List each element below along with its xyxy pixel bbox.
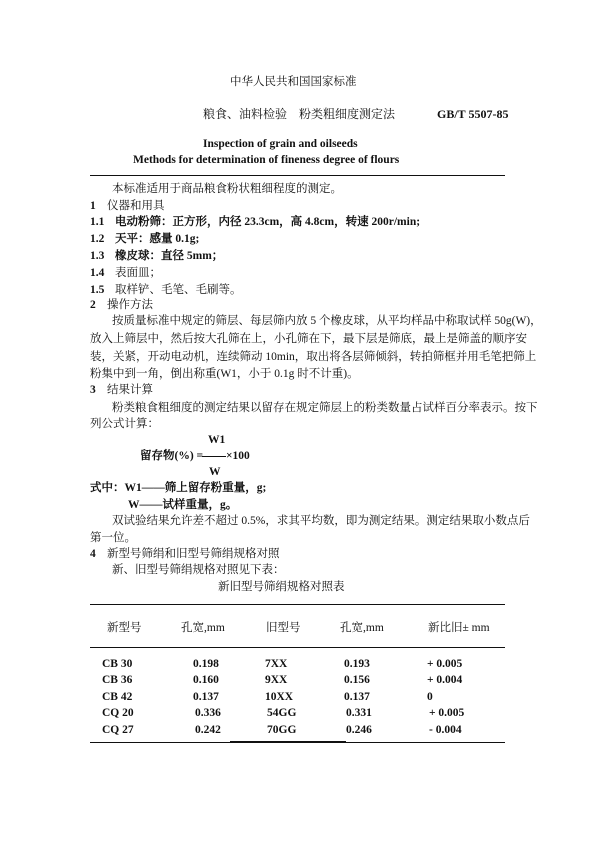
header-cell: 孔宽,mm [181,622,225,634]
table-cell: CQ 27 [102,724,134,736]
table-cell: 54GG [267,707,297,719]
item-number: 1.4 [90,267,105,279]
section-3-note: 双试验结果允许差不超过 0.5%，求其平均数，即为测定结果。测定结果取小数点后 [112,515,530,527]
formula-numerator: W1 [208,434,226,446]
formula-factor: ×100 [226,450,250,462]
item-text: 电动粉筛：正方形，内径 23.3cm，高 4.8cm，转速 200r/min; [115,216,421,228]
section-2-line: 按质量标准中规定的筛层、每层筛内放 5 个橡皮球，从平均样品中称取试样 50g(W)， [112,315,542,327]
section-2-line: 粉集中到一角，倒出称重(W1，小于 0.1g 时不计重)。 [90,368,359,380]
section-3-title: 结果计算 [107,384,153,396]
table-cell: CB 30 [102,658,133,670]
table-bottom-rule [90,742,505,743]
table-cell: 0.331 [346,707,372,719]
where-w1: 式中：W1——筛上留存粉重量，g; [90,482,267,494]
header-cell: 新型号 [107,622,142,634]
title-cn: 粮食、油料检验 粉类粗细度测定法 [203,107,396,121]
header-rule [90,175,505,176]
table-cell: 0 [427,691,433,703]
table-cell: + 0.005 [427,658,463,670]
fraction-bar [202,456,226,457]
section-3-note: 第一位。 [90,532,136,544]
section-2-line: 放入上筛层中，然后按大孔筛在上，小孔筛在下，最下层是筛底，最上是筛盖的顺序安 [90,333,527,345]
item-text: 橡皮球：直径 5mm； [115,250,224,262]
table-cell: 70GG [267,724,297,736]
section-2-line: 装，关紧，开动电动机，连续筛动 10min，取出将各层筛倾斜，转拍筛框并用毛笔把筛上 [90,351,537,363]
formula-denominator: W [209,466,221,478]
table-cell: 7XX [265,658,288,670]
section-1-title: 仪器和用具 [107,200,165,212]
where-w: W——试样重量，g。 [128,499,238,511]
table-cell: 0.198 [193,658,219,670]
section-4-number: 4 [90,548,96,560]
item-text: 取样铲、毛笔、毛刷等。 [115,284,242,296]
section-4-intro: 新、旧型号筛绢规格对照见下表： [112,564,285,576]
table-cell: 0.160 [193,674,219,686]
section-3-number: 3 [90,384,96,396]
header-cell: 新比旧± mm [428,622,490,634]
end-rule [230,741,346,742]
section-4-title: 新型号筛绢和旧型号筛绢规格对照 [107,548,280,560]
item-text: 表面皿； [115,267,161,279]
table-cell: + 0.005 [429,707,465,719]
title-en-1: Inspection of grain and oilseeds [203,138,358,150]
item-number: 1.3 [90,250,105,262]
section-3-line: 粉类粮食粗细度的测定结果以留存在规定筛层上的粉类数量占试样百分率表示。按下 [112,402,538,414]
section-2-title: 操作方法 [107,299,153,311]
table-top-rule [90,604,505,605]
item-number: 1.2 [90,233,105,245]
table-cell: 0.336 [195,707,221,719]
section-2-number: 2 [90,299,96,311]
table-cell: 0.246 [346,724,372,736]
table-cell: 10XX [265,691,294,703]
item-number: 1.5 [90,284,105,296]
table-cell: 0.137 [344,691,370,703]
issuer: 中华人民共和国国家标准 [230,76,357,88]
section-1-number: 1 [90,200,96,212]
table-cell: 0.137 [193,691,219,703]
table-cell: 0.156 [344,674,370,686]
table-cell: CQ 20 [102,707,134,719]
scope-text: 本标准适用于商品粮食粉状粗细程度的测定。 [112,183,342,195]
table-cell: 0.193 [344,658,370,670]
table-cell: 9XX [265,674,288,686]
table-cell: + 0.004 [427,674,463,686]
title-en-2: Methods for determination of fineness degree of flours [133,154,400,166]
table-cell: - 0.004 [429,724,462,736]
table-cell: 0.242 [195,724,221,736]
standard-code: GB/T 5507-85 [437,107,509,121]
header-cell: 孔宽,mm [340,622,384,634]
table-header-rule [90,647,505,648]
formula-lhs: 留存物(%) = [140,450,204,462]
section-3-line: 列公式计算： [90,418,159,430]
table-cell: CB 42 [102,691,133,703]
table-cell: CB 36 [102,674,133,686]
item-text: 天平：感量 0.1g; [115,233,200,245]
header-cell: 旧型号 [266,622,301,634]
item-number: 1.1 [90,216,105,228]
table-title: 新旧型号筛绢规格对照表 [218,581,345,593]
